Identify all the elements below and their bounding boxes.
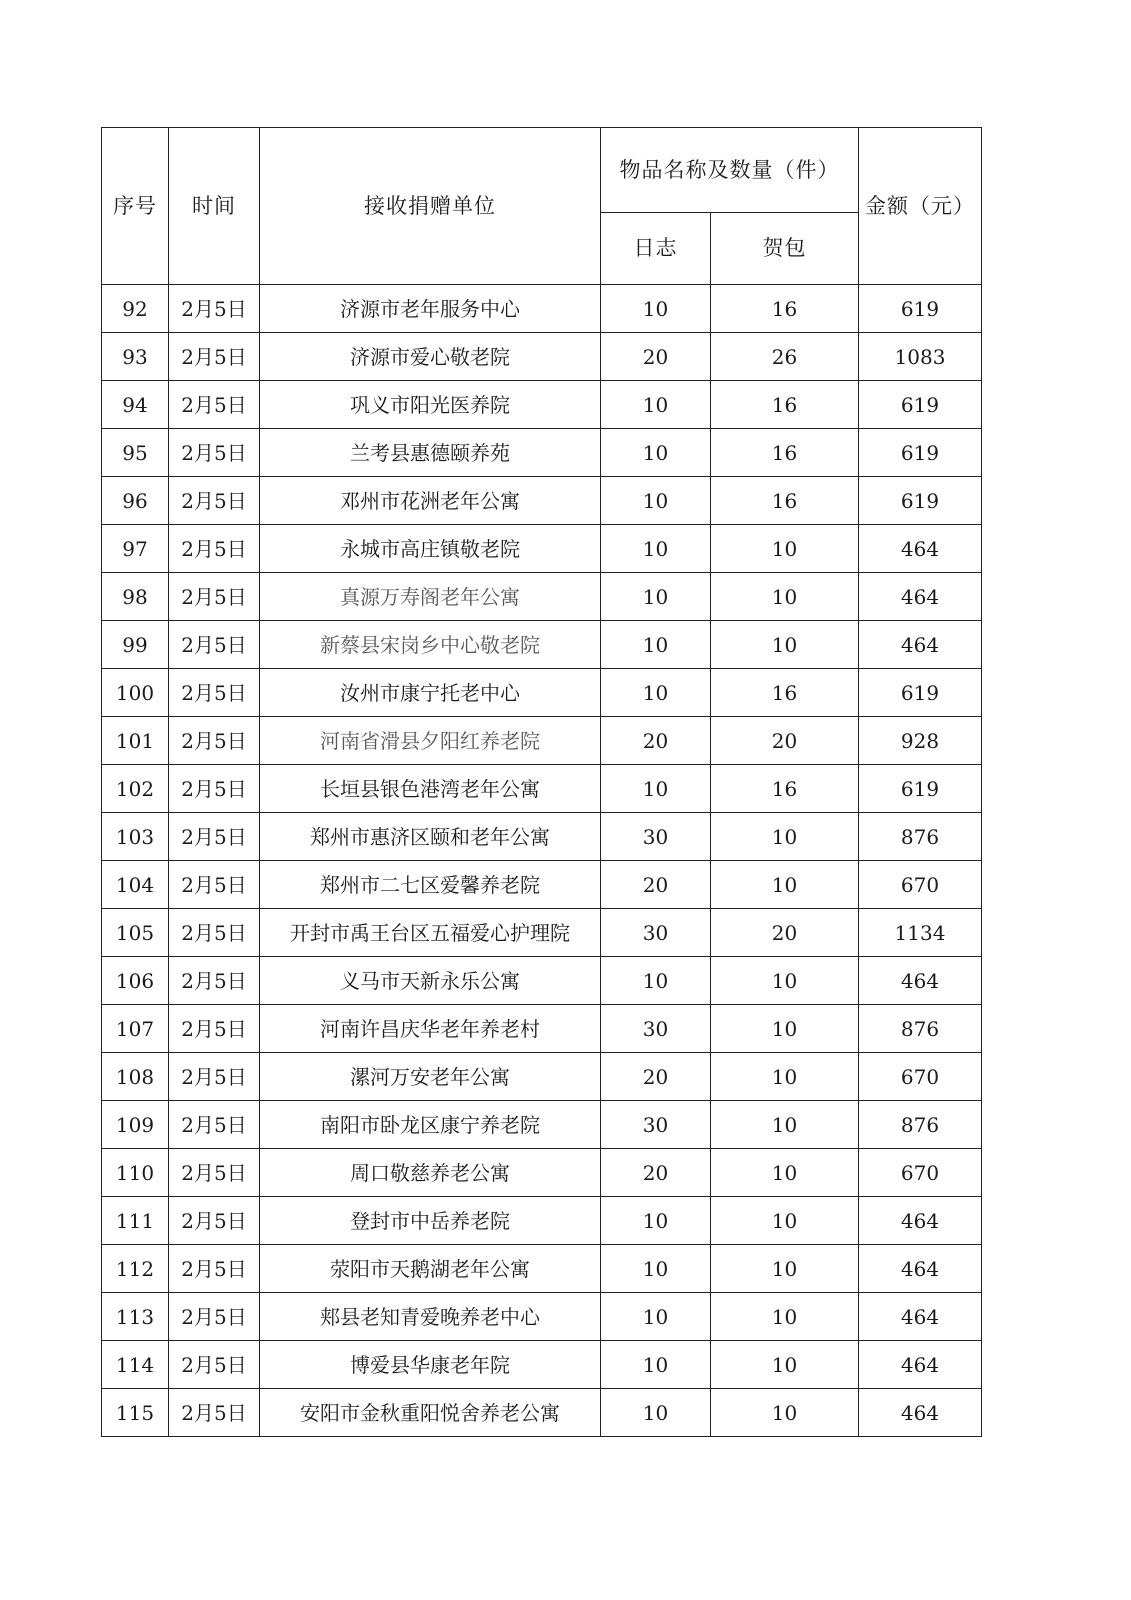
cell-gift-bag: 10 <box>711 525 859 573</box>
cell-unit: 济源市爱心敬老院 <box>260 333 601 381</box>
cell-unit: 郑州市惠济区颐和老年公寓 <box>260 813 601 861</box>
table-row <box>102 1341 982 1389</box>
cell-diary: 10 <box>601 957 711 1005</box>
cell-gift-bag: 10 <box>711 813 859 861</box>
cell-seq: 115 <box>102 1389 169 1437</box>
table-row <box>102 1149 982 1197</box>
cell-seq: 95 <box>102 429 169 477</box>
cell-unit: 新蔡县宋岗乡中心敬老院 <box>260 621 601 669</box>
cell-time: 2月5日 <box>169 717 260 765</box>
cell-seq: 108 <box>102 1053 169 1101</box>
cell-amount: 670 <box>859 1053 982 1101</box>
cell-time: 2月5日 <box>169 861 260 909</box>
cell-amount: 464 <box>859 1293 982 1341</box>
cell-diary: 10 <box>601 525 711 573</box>
cell-unit: 义马市天新永乐公寓 <box>260 957 601 1005</box>
cell-amount: 876 <box>859 1005 982 1053</box>
cell-seq: 102 <box>102 765 169 813</box>
cell-amount: 619 <box>859 429 982 477</box>
cell-time: 2月5日 <box>169 1005 260 1053</box>
cell-gift-bag: 10 <box>711 1149 859 1197</box>
cell-unit: 南阳市卧龙区康宁养老院 <box>260 1101 601 1149</box>
cell-amount: 464 <box>859 1245 982 1293</box>
table-row <box>102 669 982 717</box>
cell-diary: 20 <box>601 333 711 381</box>
cell-amount: 619 <box>859 765 982 813</box>
cell-time: 2月5日 <box>169 1197 260 1245</box>
cell-gift-bag: 16 <box>711 765 859 813</box>
cell-diary: 10 <box>601 669 711 717</box>
cell-unit: 郑州市二七区爱馨养老院 <box>260 861 601 909</box>
cell-amount: 464 <box>859 621 982 669</box>
cell-time: 2月5日 <box>169 429 260 477</box>
cell-seq: 99 <box>102 621 169 669</box>
cell-gift-bag: 10 <box>711 1053 859 1101</box>
header-items-group: 物品名称及数量（件） <box>601 128 859 213</box>
cell-amount: 928 <box>859 717 982 765</box>
table-row <box>102 621 982 669</box>
cell-time: 2月5日 <box>169 765 260 813</box>
table-row <box>102 381 982 429</box>
cell-time: 2月5日 <box>169 669 260 717</box>
cell-diary: 30 <box>601 1005 711 1053</box>
cell-gift-bag: 20 <box>711 717 859 765</box>
cell-diary: 10 <box>601 285 711 333</box>
cell-unit: 兰考县惠德颐养苑 <box>260 429 601 477</box>
cell-diary: 20 <box>601 1053 711 1101</box>
cell-seq: 103 <box>102 813 169 861</box>
table-row <box>102 525 982 573</box>
cell-time: 2月5日 <box>169 909 260 957</box>
cell-gift-bag: 10 <box>711 861 859 909</box>
table-row <box>102 1293 982 1341</box>
table-row <box>102 813 982 861</box>
cell-amount: 464 <box>859 573 982 621</box>
header-time: 时间 <box>169 128 260 285</box>
cell-diary: 10 <box>601 381 711 429</box>
cell-gift-bag: 16 <box>711 381 859 429</box>
cell-amount: 619 <box>859 477 982 525</box>
cell-diary: 10 <box>601 573 711 621</box>
cell-time: 2月5日 <box>169 1245 260 1293</box>
table-row <box>102 1197 982 1245</box>
table-row <box>102 1053 982 1101</box>
cell-time: 2月5日 <box>169 1293 260 1341</box>
cell-unit: 济源市老年服务中心 <box>260 285 601 333</box>
cell-unit: 开封市禹王台区五福爱心护理院 <box>260 909 601 957</box>
cell-unit: 郏县老知青爱晚养老中心 <box>260 1293 601 1341</box>
cell-gift-bag: 10 <box>711 1005 859 1053</box>
cell-amount: 464 <box>859 525 982 573</box>
cell-unit: 长垣县银色港湾老年公寓 <box>260 765 601 813</box>
cell-seq: 93 <box>102 333 169 381</box>
cell-amount: 1083 <box>859 333 982 381</box>
header-seq: 序号 <box>102 128 169 285</box>
cell-unit: 河南许昌庆华老年养老村 <box>260 1005 601 1053</box>
cell-time: 2月5日 <box>169 285 260 333</box>
table-row <box>102 909 982 957</box>
cell-gift-bag: 16 <box>711 669 859 717</box>
cell-unit: 永城市高庄镇敬老院 <box>260 525 601 573</box>
cell-seq: 100 <box>102 669 169 717</box>
cell-gift-bag: 10 <box>711 1101 859 1149</box>
cell-seq: 97 <box>102 525 169 573</box>
table-row <box>102 429 982 477</box>
cell-gift-bag: 10 <box>711 1245 859 1293</box>
table-row <box>102 1245 982 1293</box>
cell-diary: 30 <box>601 813 711 861</box>
cell-time: 2月5日 <box>169 1341 260 1389</box>
cell-amount: 619 <box>859 381 982 429</box>
cell-time: 2月5日 <box>169 381 260 429</box>
cell-amount: 464 <box>859 1341 982 1389</box>
cell-time: 2月5日 <box>169 1389 260 1437</box>
cell-diary: 30 <box>601 909 711 957</box>
header-amount: 金额（元） <box>859 128 982 285</box>
cell-seq: 106 <box>102 957 169 1005</box>
cell-time: 2月5日 <box>169 957 260 1005</box>
cell-time: 2月5日 <box>169 1101 260 1149</box>
table-header <box>102 128 982 285</box>
cell-seq: 110 <box>102 1149 169 1197</box>
cell-time: 2月5日 <box>169 1053 260 1101</box>
cell-gift-bag: 16 <box>711 429 859 477</box>
cell-amount: 464 <box>859 1389 982 1437</box>
table-row <box>102 957 982 1005</box>
cell-unit: 荥阳市天鹅湖老年公寓 <box>260 1245 601 1293</box>
cell-seq: 114 <box>102 1341 169 1389</box>
cell-gift-bag: 20 <box>711 909 859 957</box>
table-row <box>102 1389 982 1437</box>
cell-gift-bag: 10 <box>711 1389 859 1437</box>
cell-diary: 10 <box>601 1197 711 1245</box>
cell-time: 2月5日 <box>169 525 260 573</box>
cell-seq: 101 <box>102 717 169 765</box>
cell-amount: 464 <box>859 957 982 1005</box>
cell-time: 2月5日 <box>169 621 260 669</box>
cell-seq: 111 <box>102 1197 169 1245</box>
cell-amount: 670 <box>859 1149 982 1197</box>
cell-gift-bag: 10 <box>711 1197 859 1245</box>
cell-diary: 10 <box>601 1245 711 1293</box>
cell-diary: 20 <box>601 861 711 909</box>
cell-time: 2月5日 <box>169 333 260 381</box>
table-row <box>102 765 982 813</box>
cell-gift-bag: 16 <box>711 477 859 525</box>
cell-time: 2月5日 <box>169 1149 260 1197</box>
cell-amount: 876 <box>859 1101 982 1149</box>
header-diary: 日志 <box>601 213 711 285</box>
cell-unit: 邓州市花洲老年公寓 <box>260 477 601 525</box>
cell-seq: 112 <box>102 1245 169 1293</box>
table-row <box>102 861 982 909</box>
cell-gift-bag: 26 <box>711 333 859 381</box>
cell-unit: 真源万寿阁老年公寓 <box>260 573 601 621</box>
cell-diary: 20 <box>601 717 711 765</box>
cell-gift-bag: 10 <box>711 621 859 669</box>
table-row <box>102 285 982 333</box>
table-row <box>102 717 982 765</box>
cell-amount: 1134 <box>859 909 982 957</box>
cell-diary: 10 <box>601 621 711 669</box>
cell-amount: 464 <box>859 1197 982 1245</box>
cell-seq: 113 <box>102 1293 169 1341</box>
cell-time: 2月5日 <box>169 573 260 621</box>
cell-seq: 109 <box>102 1101 169 1149</box>
cell-unit: 漯河万安老年公寓 <box>260 1053 601 1101</box>
cell-seq: 92 <box>102 285 169 333</box>
cell-amount: 876 <box>859 813 982 861</box>
cell-unit: 周口敬慈养老公寓 <box>260 1149 601 1197</box>
cell-gift-bag: 10 <box>711 1341 859 1389</box>
cell-amount: 670 <box>859 861 982 909</box>
cell-diary: 10 <box>601 1389 711 1437</box>
cell-seq: 96 <box>102 477 169 525</box>
header-gift-bag: 贺包 <box>711 213 859 285</box>
cell-seq: 98 <box>102 573 169 621</box>
cell-gift-bag: 10 <box>711 1293 859 1341</box>
cell-gift-bag: 10 <box>711 573 859 621</box>
cell-diary: 10 <box>601 1293 711 1341</box>
cell-seq: 94 <box>102 381 169 429</box>
donation-table <box>101 127 982 1437</box>
cell-seq: 105 <box>102 909 169 957</box>
cell-time: 2月5日 <box>169 477 260 525</box>
table-row <box>102 477 982 525</box>
table-body <box>102 285 982 1437</box>
table-row <box>102 1101 982 1149</box>
cell-seq: 107 <box>102 1005 169 1053</box>
cell-unit: 河南省滑县夕阳红养老院 <box>260 717 601 765</box>
cell-unit: 登封市中岳养老院 <box>260 1197 601 1245</box>
table-row <box>102 333 982 381</box>
table-row <box>102 1005 982 1053</box>
cell-time: 2月5日 <box>169 813 260 861</box>
cell-amount: 619 <box>859 669 982 717</box>
header-unit: 接收捐赠单位 <box>260 128 601 285</box>
cell-unit: 巩义市阳光医养院 <box>260 381 601 429</box>
cell-unit: 安阳市金秋重阳悦舍养老公寓 <box>260 1389 601 1437</box>
cell-diary: 30 <box>601 1101 711 1149</box>
cell-amount: 619 <box>859 285 982 333</box>
cell-diary: 10 <box>601 477 711 525</box>
cell-diary: 10 <box>601 1341 711 1389</box>
cell-seq: 104 <box>102 861 169 909</box>
cell-gift-bag: 10 <box>711 957 859 1005</box>
cell-unit: 汝州市康宁托老中心 <box>260 669 601 717</box>
cell-diary: 10 <box>601 429 711 477</box>
cell-gift-bag: 16 <box>711 285 859 333</box>
table-row <box>102 573 982 621</box>
cell-unit: 博爱县华康老年院 <box>260 1341 601 1389</box>
cell-diary: 10 <box>601 765 711 813</box>
cell-diary: 20 <box>601 1149 711 1197</box>
